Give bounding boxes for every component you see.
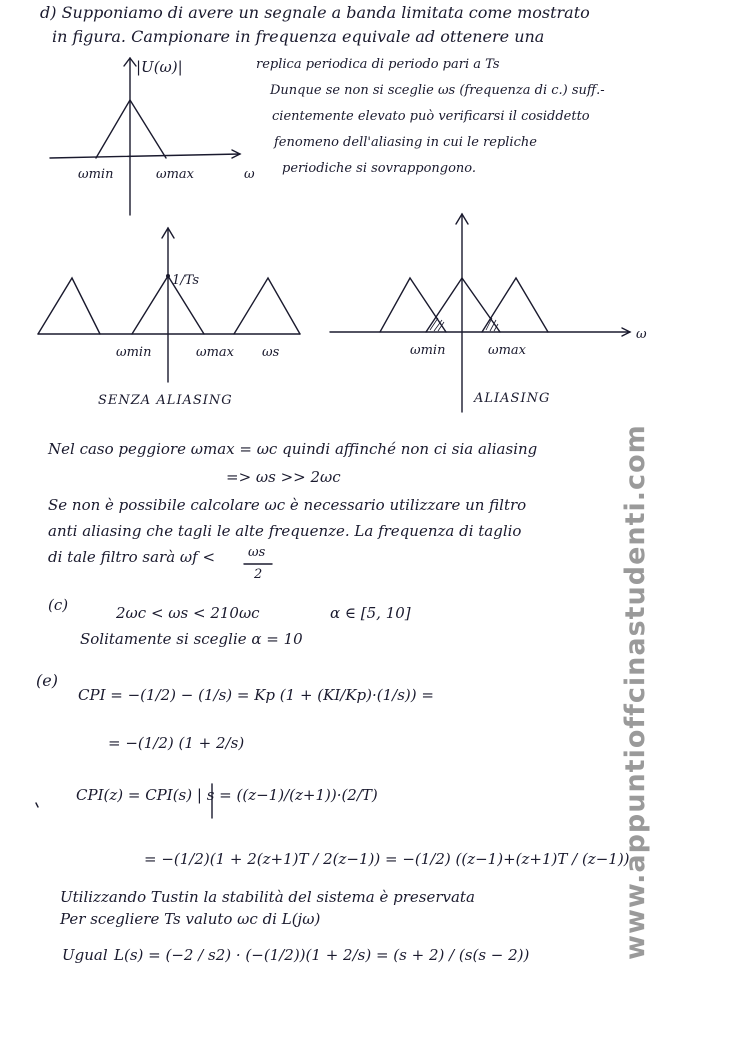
stray-mark (36, 803, 38, 807)
fig1-spectrum (50, 58, 240, 215)
section-c-range: α ∈ [5, 10] (330, 604, 411, 622)
para-line3: Se non è possibile calcolare ωc è necessario utilizzare un filtro (48, 496, 527, 514)
section-e-tustin: Utilizzando Tustin la stabilità del sistema è preservata (60, 888, 475, 906)
section-d-line2: in figura. Campionare in frequenza equivale ad ottenere una (52, 27, 545, 46)
section-c-ineq: 2ωc < ωs < 210ωc (116, 604, 260, 622)
para-frac-den: 2 (254, 567, 263, 582)
fig2-height: 1/Ts (172, 273, 200, 288)
fig3-aliasing (330, 214, 630, 412)
fig3-caption: ALIASING (474, 391, 551, 406)
section-d-line1: d) Supponiamo di avere un segnale a banda limitata come mostrato (40, 3, 590, 22)
fig2-ws: ωs (262, 345, 280, 360)
fig2-no-aliasing (38, 228, 300, 382)
section-e-eq1: CPI = −(1/2) − (1/s) = Kp (1 + (KI/Kp)·(1/s)) = (78, 686, 434, 704)
para-line1: Nel caso peggiore ωmax = ωc quindi affinché non ci sia aliasing (48, 440, 538, 458)
fig2-caption: SENZA ALIASING (98, 393, 233, 408)
section-c-label: (c) (48, 596, 69, 614)
section-e-ts: Per scegliere Ts valuto ωc di L(jω) (60, 910, 321, 928)
fig2-wmax: ωmax (196, 345, 235, 360)
fig3-wmin: ωmin (410, 343, 446, 358)
section-e-eq4: = −(1/2)(1 + 2(z+1)T / 2(z−1)) = −(1/2) ((z−1)+(z+1)T / (z−1)) (144, 850, 630, 868)
section-e-label: (e) (36, 671, 58, 690)
para-frac-num: ωs (248, 545, 266, 560)
fig1-w: ω (244, 167, 255, 182)
fig3-wmax: ωmax (488, 343, 527, 358)
section-d-line5: cientemente elevato può verificarsi il cosiddetto (272, 109, 590, 124)
fig3-w: ω (636, 327, 647, 342)
section-d-line7: periodiche si sovrappongono. (282, 161, 477, 176)
section-e-eq5-prefix: Ugual (62, 946, 108, 964)
section-d-line3: replica periodica di periodo pari a Ts (256, 57, 500, 72)
para-line5: di tale filtro sarà ωf < (48, 548, 216, 566)
fig1-ylabel: |U(ω)| (136, 58, 183, 76)
fig1-wmax: ωmax (156, 167, 195, 182)
section-d-line6: fenomeno dell'aliasing in cui le repliche (274, 135, 537, 150)
para-line2: => ωs >> 2ωc (226, 468, 341, 486)
section-e-eq5: L(s) = (−2 / s2) · (−(1/2))(1 + 2/s) = (s + 2) / (s(s − 2)) (114, 946, 530, 964)
section-e-eq3: CPI(z) = CPI(s) | s = ((z−1)/(z+1))·(2/T) (76, 786, 378, 804)
section-e-eq2: = −(1/2) (1 + 2/s) (108, 734, 245, 752)
para-line4: anti aliasing che tagli le alte frequenze. La frequenza di taglio (48, 522, 522, 540)
fig2-wmin: ωmin (116, 345, 152, 360)
fig1-wmin: ωmin (78, 167, 114, 182)
section-d-line4: Dunque se non si sceglie ωs (frequenza di c.) suff.- (270, 83, 605, 98)
section-c-choice: Solitamente si sceglie α = 10 (80, 630, 303, 648)
site-watermark: www.appuntioffcinastudenti.com (620, 424, 651, 960)
